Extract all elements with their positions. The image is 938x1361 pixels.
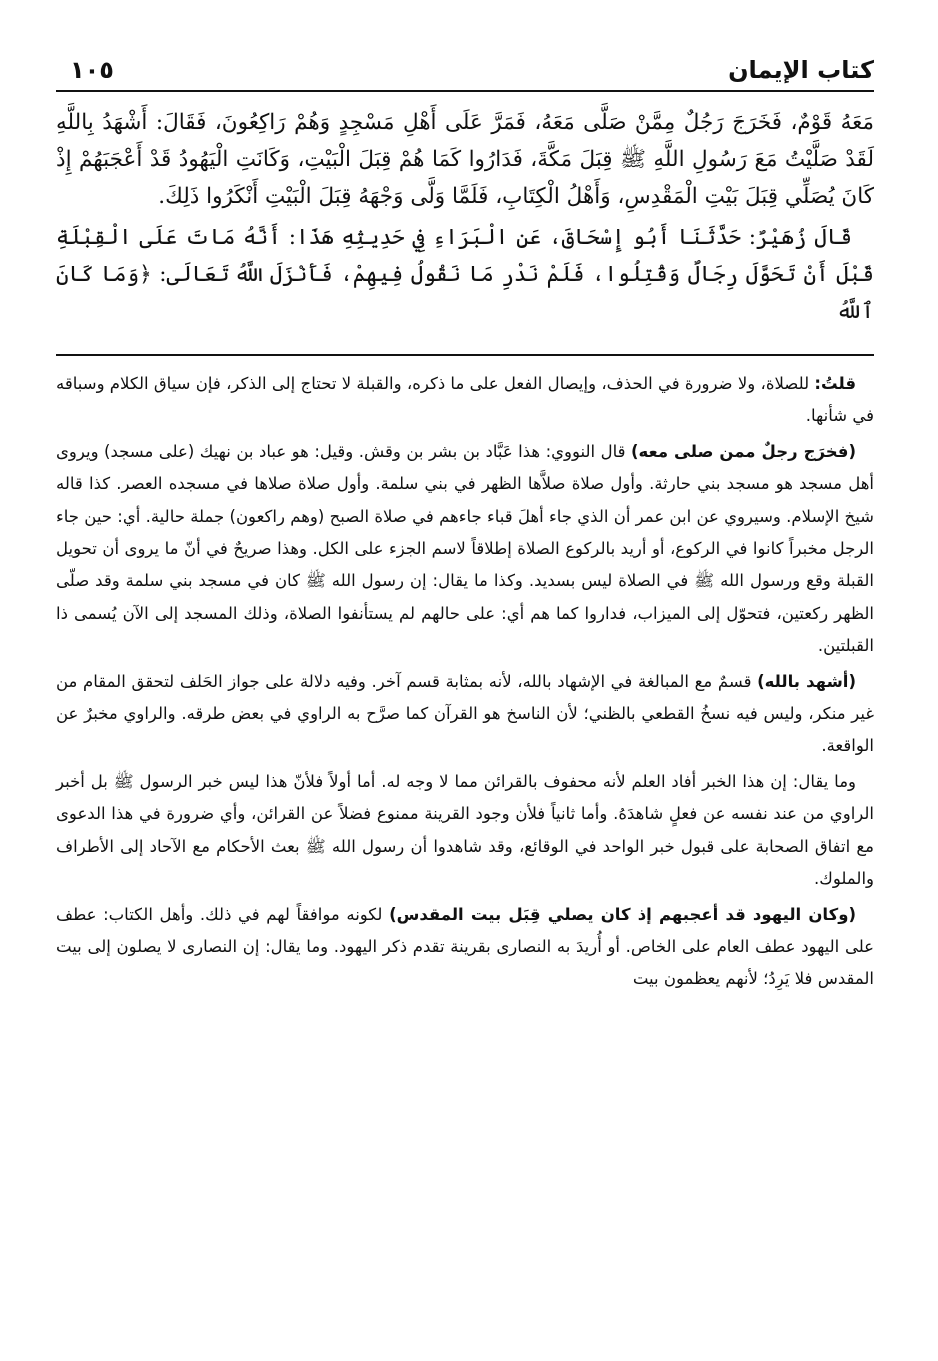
- commentary-paragraph: [56, 436, 874, 663]
- book-page: [56, 48, 874, 999]
- header-rule: [56, 90, 874, 92]
- commentary: [56, 368, 874, 996]
- footnote-divider: [56, 354, 874, 356]
- commentary-lead: (وكان اليهود قد أعجبهم إذ كان يصلي قِبَل بيت المقدس): [389, 904, 856, 924]
- commentary-paragraph: [56, 899, 874, 996]
- page-header: [56, 48, 874, 94]
- commentary-lead: قلتُ:: [814, 374, 856, 393]
- chapter-title: كتاب الإيمان: [728, 56, 874, 84]
- commentary-paragraph: [56, 766, 874, 896]
- commentary-body: للصلاة، ولا ضرورة في الحذف، وإيصال الفعل على ما ذكره، والقبلة لا تحتاج إلى الذكر، فإن سياق الكلام وسباقه في شأنها.: [56, 374, 874, 426]
- page-number: ١٠٥: [70, 56, 114, 84]
- commentary-body: لكونه موافقاً لهم في ذلك. وأهل الكتاب: عطف على اليهود عطف العام على الخاص. أو أُريدَ به النصارى بقرينة تقدم ذكر اليهود. وما يقال: إن النصارى لا يصلون إلى بيت المقدس فلا يَرِدُ؛ لأنهم يعظمون بيت: [56, 904, 874, 989]
- hadith-paragraph: قَالَ زُهَيْرٌ: حَدَّثَنَا أَبُو إِسْحَاقَ، عَنِ الْبَرَاءِ فِي حَدِيثِهِ هَذَا: أَنَّهُ مَاتَ عَلَى الْقِبْلَةِ قَبْلَ أَنْ تَحَوَّلَ رِجَالٌ وَقُتِلُوا، فَلَمْ نَدْرِ مَا نَقُولُ فِيهِمْ، فَأَنْزَلَ اللَّهُ تَعَالَى: ﴿وَمَا كَانَ ٱللَّهُ: [56, 225, 874, 324]
- commentary-paragraph: [56, 666, 874, 763]
- commentary-body: قسمٌ مع المبالغة في الإشهاد بالله، لأنه بمثابة قسم آخر. وفيه دلالة على جواز الحَلف لتحقق المقام من غير منكر، وليس فيه نسخُ القطعي بالظني؛ لأن الناسخ هو القرآن كما صرَّح به الراوي في بعض طرقه. والراوي مخبرٌ عن الواقعة.: [56, 671, 874, 756]
- commentary-body: قال النووي: هذا عَبَّاد بن بشر بن وقش. وقيل: هو عباد بن نهيك (على مسجد) ويروى أهل مسجد هو مسجد بني حارثة. وأول صلاة صلاَّها الظهر في بني سلمة. وأول صلاة صلاها في مسجده العصر. كذا قاله شيخ الإسلام. وسيروي عن ابن عمر أن الذي جاء أهلَ قباء جاءهم في صلاة الصبح (وهم راكعون) جملة حالية. أي: حين جاء الرجل مخبراً كانوا في الركوع، أو أريد بالركوع الصلاة إطلاقاً لاسم الجزء على الكل. وهذا صريحٌ في أنّ ما يروى أن تحويل القبلة وقع ورسول الله ﷺ في الصلاة ليس بسديد. وكذا ما يقال: إن رسول الله ﷺ كان في مسجد بني سلمة وقد صلّى الظهر ركعتين، فتحوّل إلى الميزاب، فداروا كما هم أي: على حالهم لم يستأنفوا الصلاة، وذلك المسجد إلى الآن يُسمى ذا القبلتين.: [56, 441, 874, 656]
- commentary-paragraph: [56, 368, 874, 433]
- hadith-paragraph: مَعَهُ قَوْمٌ، فَخَرَجَ رَجُلٌ مِمَّنْ صَلَّى مَعَهُ، فَمَرَّ عَلَى أَهْلِ مَسْجِدٍ وَهُمْ رَاكِعُونَ، فَقَالَ: أَشْهَدُ بِاللَّهِ لَقَدْ صَلَّيْتُ مَعَ رَسُولِ اللَّهِ ﷺ قِبَلَ مَكَّةَ، فَدَارُوا كَمَا هُمْ قِبَلَ الْبَيْتِ، وَكَانَتِ الْيَهُودُ قَدْ أَعْجَبَهُمْ إِذْ كَانَ يُصَلِّي قِبَلَ بَيْتِ الْمَقْدِسِ، وَأَهْلُ الْكِتَابِ، فَلَمَّا وَلَّى وَجْهَهُ قِبَلَ الْبَيْتِ أَنْكَرُوا ذَلِكَ.: [56, 110, 874, 209]
- commentary-lead: (أشهد بالله): [757, 671, 856, 691]
- commentary-lead: (فخرَج رجلٌ ممن صلى معه): [631, 441, 856, 461]
- commentary-body: وما يقال: إن هذا الخبر أفاد العلم لأنه محفوف بالقرائن مما لا وجه له. أما أولاً فلأنّ هذا ليس خبر الرسول ﷺ بل أخبر الراوي من عند نفسه عن فعلٍ شاهدَهُ. وأما ثانياً فلأن وجود القرينة ممنوع فضلاً عن القرائن، وأي ضرورة في هذا الدعوى مع اتفاق الصحابة على قبول خبر الواحد في الوقائع، وقد شاهدوا أن رسول الله ﷺ بعث الأحكام مع الآحاد إلى الأطراف والملوك.: [56, 771, 874, 889]
- hadith-text: [56, 104, 874, 330]
